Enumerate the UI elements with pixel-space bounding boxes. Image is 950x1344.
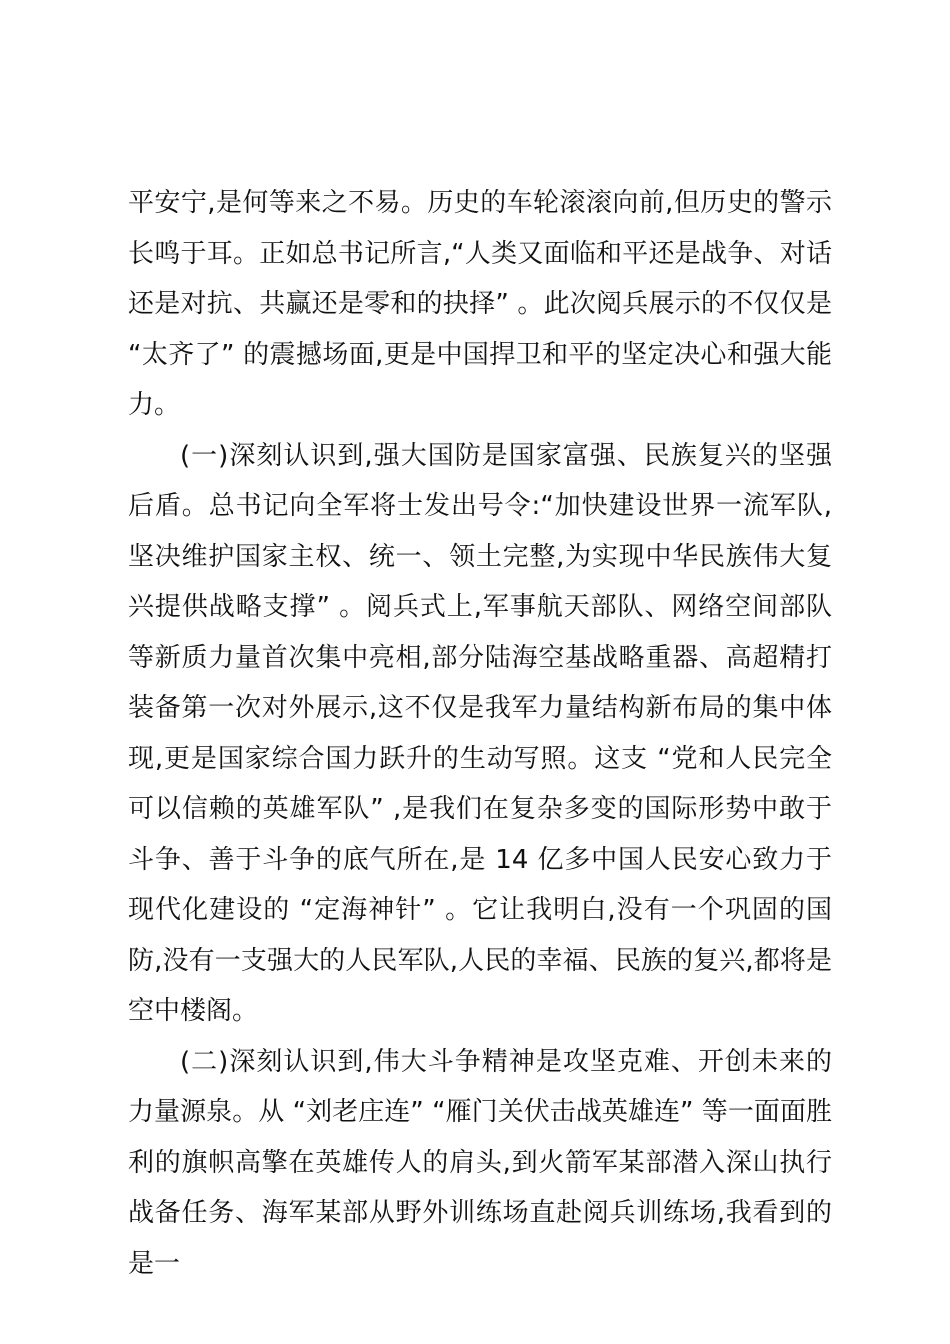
paragraph-continuation: 平安宁,是何等来之不易。历史的车轮滚滚向前,但历史的警示长鸣于耳。正如总书记所言,“人类又面临和平还是战争、对话还是对抗、共赢还是零和的抉择” 。此次阅兵展示的不仅仅是 “太齐了” 的震撼场面,更是中国捍卫和平的坚定决心和强大能力。 <box>128 188 832 420</box>
paragraph-section-two: (二)深刻认识到,伟大斗争精神是攻坚克难、开创未来的力量源泉。从 “刘老庄连” “雁门关伏击战英雄连” 等一面面胜利的旗帜高擎在英雄传人的肩头,到火箭军某部潜入深山执行战备任务、海军某部从野外训练场直赴阅兵训练场,我看到的是一 <box>128 1046 832 1279</box>
paragraph-section-one: (一)深刻认识到,强大国防是国家富强、民族复兴的坚强后盾。总书记向全军将士发出号令:“加快建设世界一流军队,坚决维护国家主权、统一、领土完整,为实现中华民族伟大复兴提供战略支撑” 。阅兵式上,军事航天部队、网络空间部队等新质力量首次集中亮相,部分陆海空基战略重器、高超精打装备第一次对外展示,这不仅是我军力量结构新布局的集中体现,更是国家综合国力跃升的生动写照。这支 “党和人民完全可以信赖的英雄军队” ,是我们在复杂多变的国际形势中敢于斗争、善于斗争的底气所在,是 14 亿多中国人民安心致力于现代化建设的 “定海神针” 。它让我明白,没有一个巩固的国防,没有一支强大的人民军队,人民的幸福、民族的复兴,都将是空中楼阁。 <box>128 440 832 1026</box>
body-text <box>128 178 832 1289</box>
